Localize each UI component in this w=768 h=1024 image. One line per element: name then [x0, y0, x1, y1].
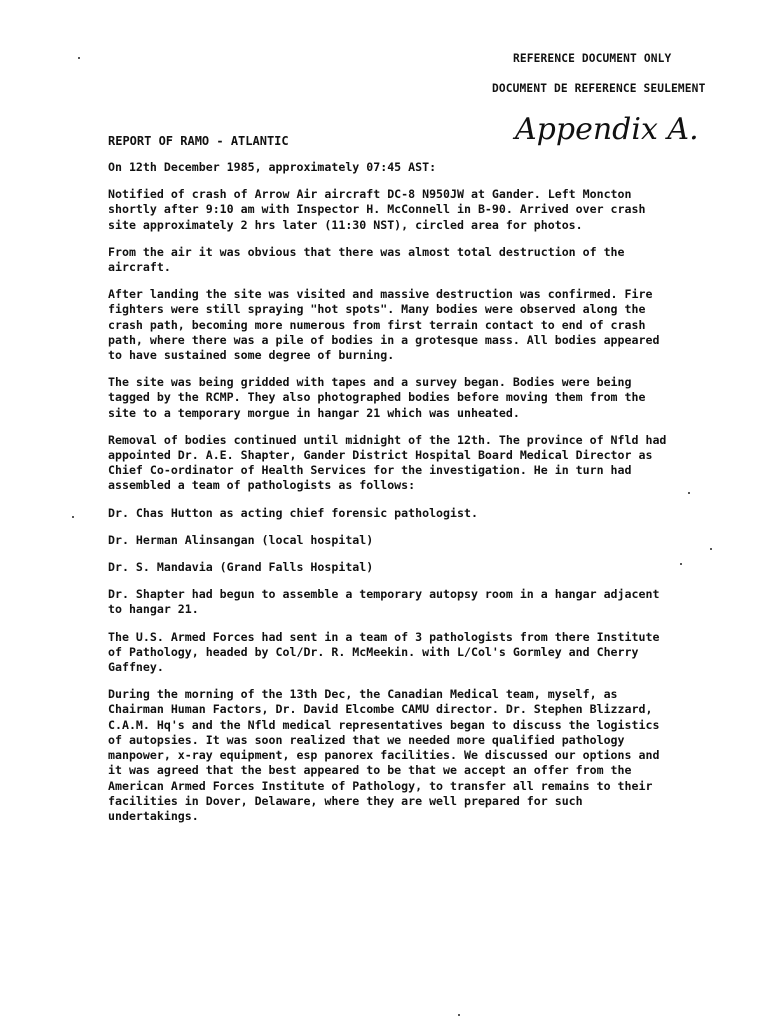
scan-speck [680, 563, 682, 565]
pathologist-list-item: Dr. Herman Alinsangan (local hospital) [108, 532, 374, 547]
paragraph-notification: Notified of crash of Arrow Air aircraft DC-8 N950JW at Gander. Left Moncton shortly after 9:10 am with Inspector H. McConnell in B-90. Arrived over crash site approximately 2 hrs later (11:30 NST), circled area for photos. [108, 187, 646, 232]
report-body [108, 160, 668, 836]
scan-speck [72, 516, 74, 518]
reference-document-label-en: REFERENCE DOCUMENT ONLY [513, 52, 672, 65]
paragraph-survey: The site was being gridded with tapes and a survey began. Bodies were being tagged by the RCMP. They also photographed bodies before moving them from the site to a temporary morgue in hangar 21 which was unheated. [108, 375, 646, 420]
reference-document-label-fr: DOCUMENT DE REFERENCE SEULEMENT [492, 82, 706, 95]
paragraph-removal: Removal of bodies continued until midnight of the 12th. The province of Nfld had appointed Dr. A.E. Shapter, Gander District Hospital Board Medical Director as Chief Co-ordinator of Health Services for the investigation. He in turn had assembled a team of pathologists as follows: [108, 432, 667, 493]
scan-speck [710, 548, 712, 550]
appendix-handwritten-label: Appendix A. [515, 112, 699, 147]
pathologist-list-item: Dr. Chas Hutton as acting chief forensic pathologist. [108, 505, 478, 520]
paragraph-autopsy-room: Dr. Shapter had begun to assemble a temporary autopsy room in a hangar adjacent to hangar 21. [108, 587, 660, 617]
paragraph-us-team: The U.S. Armed Forces had sent in a team of 3 pathologists from there Institute of Pathology, headed by Col/Dr. R. McMeekin. with L/Col's Gormley and Cherry Gaffney. [108, 629, 660, 675]
report-title: REPORT OF RAMO - ATLANTIC [108, 134, 289, 148]
paragraph-site-visit: After landing the site was visited and massive destruction was confirmed. Fire fighters were still spraying "hot spots". Many bodies were observed along the crash path, becoming more numerous from first terrain contact to end of crash path, where there was a pile of bodies in a grotesque mass. All bodies appeared to have sustained some degree of burning. [108, 287, 660, 363]
paragraph-morning-meeting: During the morning of the 13th Dec, the Canadian Medical team, myself, as Chairman Human Factors, Dr. David Elcombe CAMU director. Dr. Stephen Blizzard, C.A.M. Hq's and the Nfld medical representatives began to discuss the logistics of autopsies. It was soon realized that we needed more qualified pathology manpower, x-ray equipment, esp panorex facilities. We discussed our options and it was agreed that the best appeared to be that we accept an offer from the American Armed Forces Institute of Pathology, to transfer all remains to their facilities in Dover, Delaware, where they are well prepared for such undertakings. [108, 687, 660, 823]
pathologist-list-item: Dr. S. Mandavia (Grand Falls Hospital) [108, 560, 374, 575]
scan-speck [688, 492, 690, 494]
paragraph-date-line: On 12th December 1985, approximately 07:45 AST: [108, 160, 437, 174]
scan-speck [78, 57, 80, 59]
scan-speck [458, 1014, 460, 1016]
paragraph-aerial-view: From the air it was obvious that there was almost total destruction of the aircraft. [108, 244, 625, 275]
